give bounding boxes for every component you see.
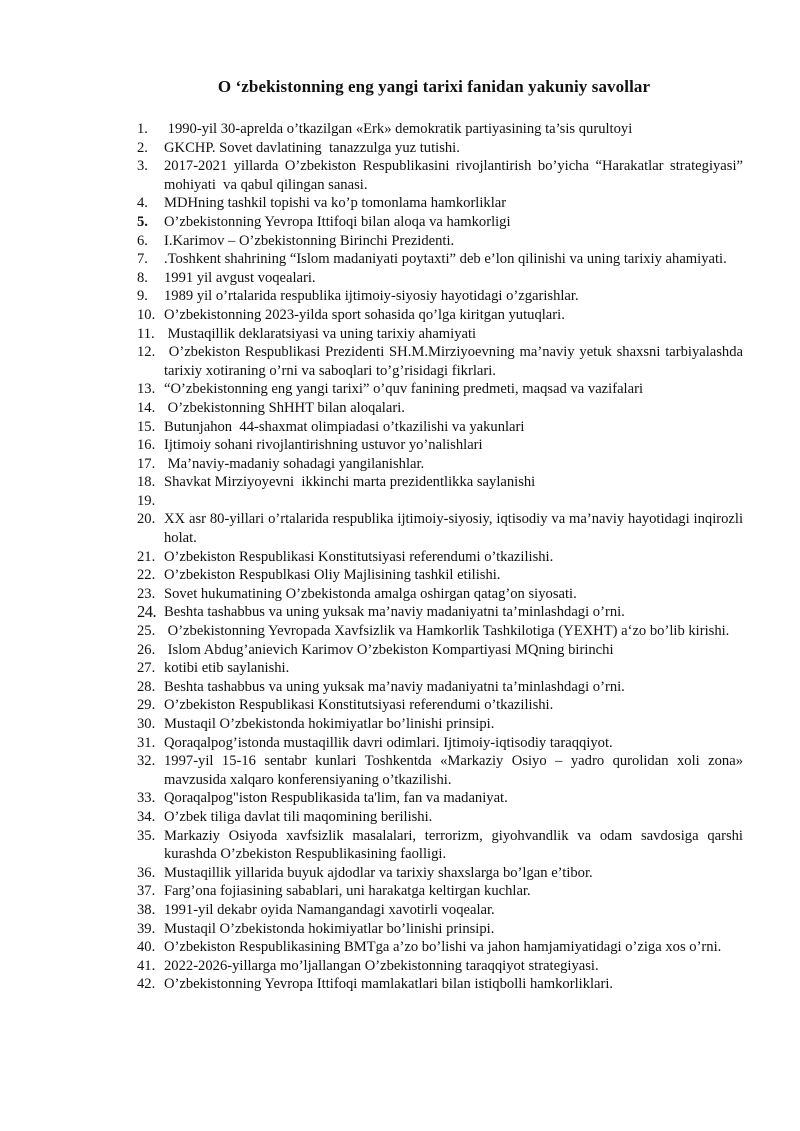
- question-text: 2022-2026-yillarga mo’ljallangan O’zbekistonning taraqqiyot strategiyasi.: [164, 957, 599, 974]
- question-text: Beshta tashabbus va uning yuksak ma’naviy madaniyatni ta’minlashdagi o’rni.: [164, 678, 625, 695]
- question-number: 39.: [137, 920, 156, 937]
- question-item: [137, 399, 743, 418]
- question-number: 23.: [137, 585, 156, 602]
- question-text: MDHning tashkil topishi va ko’p tomonlama hamkorliklar: [164, 195, 507, 212]
- question-item: [137, 938, 743, 957]
- question-number: 17.: [137, 455, 156, 472]
- question-text: kotibi etib saylanishi.: [164, 660, 290, 677]
- question-item: [137, 975, 743, 994]
- question-number: 19.: [137, 492, 156, 509]
- question-text: 1991 yil avgust voqealari.: [164, 269, 316, 286]
- question-number: 32.: [137, 753, 156, 770]
- question-text: O’zbekistonning ShHHT bilan aloqalari.: [164, 399, 405, 416]
- question-text: O’zbekiston Respublikasining BMTga a’zo bo’lishi va jahon hamjamiyatidagi o’ziga xos o’rni.: [164, 939, 722, 956]
- question-text: 1989 yil o’rtalarida respublika ijtimoiy-siyosiy hayotidagi o’zgarishlar.: [164, 288, 579, 305]
- question-number: 31.: [137, 734, 156, 751]
- question-list: [137, 120, 747, 994]
- question-item: [137, 250, 743, 269]
- question-text: “O’zbekistonning eng yangi tarixi” o’quv fanining predmeti, maqsad va vazifalari: [164, 381, 643, 398]
- question-number: 5.: [137, 213, 148, 230]
- question-number: 22.: [137, 567, 156, 584]
- question-item: [137, 566, 743, 585]
- question-text: Sovet hukumatining O’zbekistonda amalga oshirgan qatag’on siyosati.: [164, 585, 577, 602]
- question-text: Butunjahon 44-shaxmat olimpiadasi o’tkazilishi va yakunlari: [164, 418, 525, 435]
- question-text: Beshta tashabbus va uning yuksak ma’naviy madaniyatni ta’minlashdagi o’rni.: [164, 604, 625, 621]
- question-text: O’zbekistonning Yevropada Xavfsizlik va Hamkorlik Tashkilotiga (YEXHT) a‘zo bo’lib kirishi.: [164, 623, 730, 640]
- question-item: [137, 585, 743, 604]
- question-number: 38.: [137, 901, 156, 918]
- question-text: Qoraqalpog’istonda mustaqillik davri odimlari. Ijtimoiy-iqtisodiy taraqqiyot.: [164, 734, 613, 751]
- question-number: 36.: [137, 864, 156, 881]
- question-text: O’zbekiston Respublikasi Konstitutsiyasi referendumi o’tkazilishi.: [164, 548, 554, 565]
- question-number: 21.: [137, 548, 156, 565]
- question-text: O’zbekistonning Yevropa Ittifoqi bilan aloqa va hamkorligi: [164, 213, 511, 230]
- question-text: Mustaqillik yillarida buyuk ajdodlar va tarixiy shaxslarga bo’lgan e’tibor.: [164, 864, 593, 881]
- question-item: [137, 306, 743, 325]
- question-item: [137, 957, 743, 976]
- question-number: 18.: [137, 474, 156, 491]
- question-text: O’zbekiston Respublikasi Prezidenti SH.M.Mirziyoevning ma’naviy yetuk shaxsni tarbiyalashda tarixiy xotiraning o’rni va saboqlari to’g’risidagi fikrlari.: [164, 344, 747, 379]
- question-item: [137, 380, 743, 399]
- question-item: [137, 882, 743, 901]
- question-item: [137, 901, 743, 920]
- question-number: 9.: [137, 288, 148, 305]
- question-item: [137, 659, 743, 678]
- question-item: [137, 827, 747, 864]
- question-number: 1.: [137, 121, 148, 137]
- question-item: [137, 510, 747, 547]
- question-number: 16.: [137, 437, 156, 454]
- question-number: 28.: [137, 678, 156, 695]
- question-item: [137, 325, 743, 344]
- question-item: [137, 548, 743, 567]
- question-text: 1990-yil 30-aprelda o’tkazilgan «Erk» demokratik partiyasining ta’sis qurultoyi: [164, 121, 633, 137]
- question-number: 3.: [137, 158, 148, 175]
- question-item: [137, 492, 743, 511]
- question-text: O’zbekiston Respublikasi Konstitutsiyasi referendumi o’tkazilishi.: [164, 697, 554, 714]
- question-item: [137, 436, 743, 455]
- question-text: .Toshkent shahrining “Islom madaniyati poytaxti” deb e’lon qilinishi va uning tarixiy ahamiyati.: [164, 251, 727, 268]
- question-item: [137, 808, 743, 827]
- question-text: Qoraqalpog"iston Respublikasida ta'lim, fan va madaniyat.: [164, 790, 508, 807]
- question-number: 8.: [137, 269, 148, 286]
- question-number: 27.: [137, 660, 156, 677]
- question-number: 35.: [137, 827, 156, 844]
- question-number: 4.: [137, 195, 148, 212]
- question-text: GKCHP. Sovet davlatining tanazzulga yuz tutishi.: [164, 139, 460, 156]
- question-item: [137, 157, 747, 194]
- question-item: [137, 455, 743, 474]
- question-item: [137, 920, 743, 939]
- question-item: [137, 139, 743, 158]
- question-number: 29.: [137, 697, 156, 714]
- question-number: 26.: [137, 641, 156, 658]
- question-number: 12.: [137, 344, 156, 361]
- question-text: Ma’naviy-madaniy sohadagi yangilanishlar.: [164, 455, 425, 472]
- question-text: I.Karimov – O’zbekistonning Birinchi Prezidenti.: [164, 232, 455, 249]
- question-text: Mustaqil O’zbekistonda hokimiyatlar bo’linishi prinsipi.: [164, 920, 495, 937]
- question-text: O’zbekiston Respublkasi Oliy Majlisining tashkil etilishi.: [164, 567, 501, 584]
- question-number: 13.: [137, 381, 156, 398]
- question-number: 20.: [137, 511, 156, 528]
- question-number: 37.: [137, 883, 156, 900]
- question-item: [137, 213, 743, 232]
- question-number: 33.: [137, 790, 156, 807]
- question-item: [137, 232, 743, 251]
- question-item: [137, 864, 743, 883]
- question-number: 41.: [137, 957, 156, 974]
- question-item: [137, 789, 743, 808]
- page-title: O ‘zbekistonning eng yangi tarixi fanidan yakuniy savollar: [217, 77, 651, 96]
- question-number: 24.: [137, 602, 157, 622]
- question-text: O’zbekistonning 2023-yilda sport sohasida qo’lga kiritgan yutuqlari.: [164, 306, 565, 323]
- question-text: 1991-yil dekabr oyida Namangandagi xavotirli voqealar.: [164, 901, 495, 918]
- question-text: O’zbek tiliga davlat tili maqomining berilishi.: [164, 808, 433, 825]
- question-number: 30.: [137, 716, 156, 732]
- question-text: O’zbekistonning Yevropa Ittifoqi mamlakatlari bilan istiqbolli hamkorliklari.: [164, 976, 614, 993]
- question-number: 14.: [137, 399, 156, 416]
- question-item: [137, 641, 743, 660]
- question-text: 2017-2021 yillarda O’zbekiston Respublikasini rivojlantirish bo’yicha “Harakatlar strategiyasi” mohiyati va qabul qilingan sanasi.: [164, 158, 747, 193]
- question-text: Ijtimoiy sohani rivojlantirishning ustuvor yo’nalishlari: [164, 437, 483, 454]
- question-text: Mustaqillik deklaratsiyasi va uning tarixiy ahamiyati: [164, 325, 477, 342]
- question-number: 40.: [137, 939, 156, 956]
- question-item: [137, 473, 743, 492]
- question-item: [137, 734, 743, 753]
- question-item: [137, 194, 743, 213]
- question-text: Mustaqil O’zbekistonda hokimiyatlar bo’linishi prinsipi.: [164, 716, 495, 732]
- question-number: 10.: [137, 306, 156, 323]
- question-item: [137, 343, 747, 380]
- question-text: Markaziy Osiyoda xavfsizlik masalalari, terrorizm, giyohvandlik va odam savdosiga qarshi kurashda O’zbekiston Respublikasining faolligi.: [164, 827, 747, 863]
- question-item: [137, 269, 743, 288]
- question-number: 2.: [137, 139, 148, 156]
- question-item: [137, 696, 743, 715]
- question-text: Farg’ona fojiasining sabablari, uni harakatga keltirgan kuchlar.: [164, 883, 531, 900]
- question-number: 25.: [137, 623, 156, 640]
- question-text: XX asr 80-yillari o’rtalarida respublika ijtimoiy-siyosiy, iqtisodiy va ma’naviy hayotidagi inqirozli holat.: [164, 511, 747, 547]
- question-number: 42.: [137, 976, 156, 993]
- question-text: 1997-yil 15-16 sentabr kunlari Toshkentda «Markaziy Osiyo – yadro qurolidan xoli zona» mavzusida xalqaro konferensiyaning o’tkazilishi.: [164, 753, 747, 788]
- question-number: 6.: [137, 232, 148, 249]
- question-number: 15.: [137, 418, 156, 435]
- question-item: [137, 752, 747, 789]
- question-number: 34.: [137, 808, 156, 825]
- question-item: [137, 287, 743, 306]
- question-item: [137, 715, 743, 734]
- question-item: [137, 120, 743, 139]
- question-number: 11.: [137, 325, 155, 342]
- question-item: [137, 678, 743, 697]
- question-item: [137, 418, 743, 437]
- question-text: Islom Abdug’anievich Karimov O’zbekiston Kompartiyasi MQning birinchi: [164, 641, 614, 658]
- question-number: 7.: [137, 251, 148, 268]
- question-text: Shavkat Mirziyoyevni ikkinchi marta prezidentlikka saylanishi: [164, 474, 536, 491]
- question-item: [137, 603, 743, 622]
- question-item: [137, 622, 743, 641]
